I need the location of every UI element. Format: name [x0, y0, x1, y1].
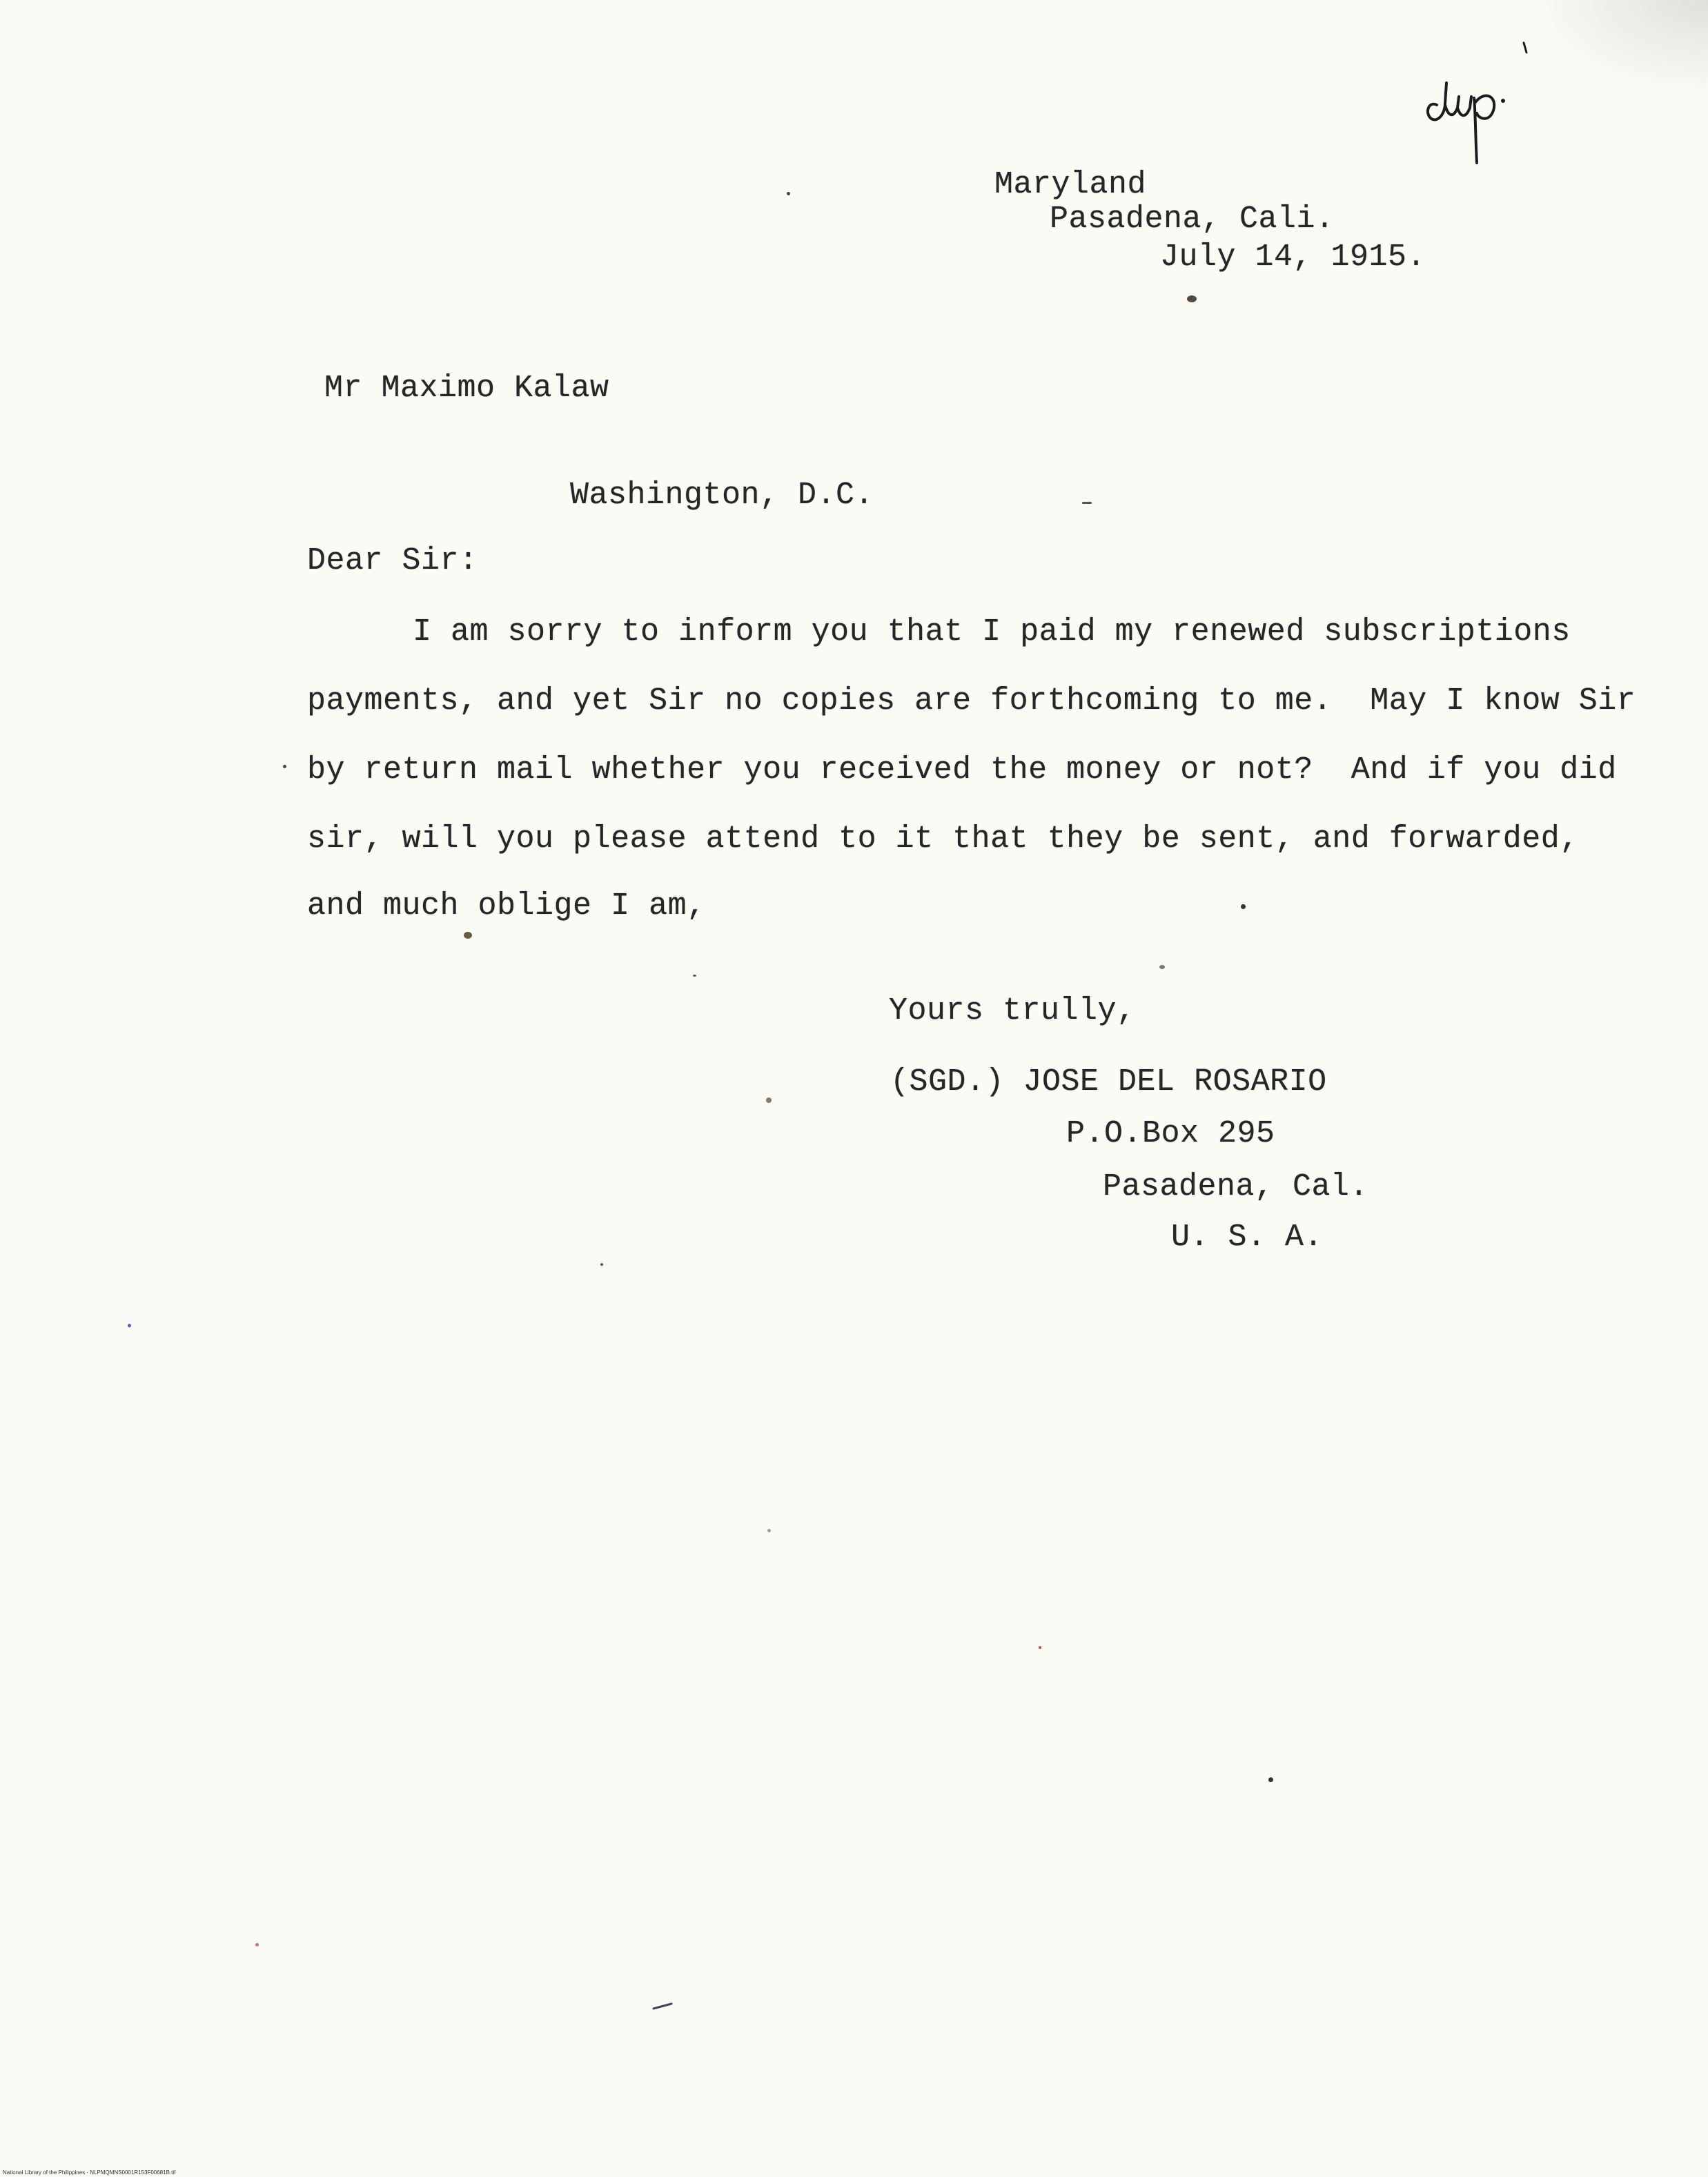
letter-date: July 14, 1915.	[1160, 240, 1426, 275]
paper-speck	[255, 1943, 259, 1946]
closing: Yours trully,	[889, 993, 1136, 1028]
body-line: payments, and yet Sir no copies are forthcoming to me. May I know Sir	[307, 683, 1636, 719]
scan-shadow	[1529, 0, 1708, 97]
recipient-name: Mr Maximo Kalaw	[324, 371, 609, 406]
paper-speck	[767, 1529, 771, 1532]
signature-po-box: P.O.Box 295	[1066, 1116, 1275, 1151]
recipient-city: Washington, D.C.	[570, 478, 874, 513]
paper-speck	[1268, 1777, 1273, 1782]
body-line: sir, will you please attend to it that they be sent, and forwarded,	[307, 821, 1579, 857]
paper-speck	[1241, 904, 1246, 909]
salutation: Dear Sir:	[307, 543, 478, 578]
signature-name: (SGD.) JOSE DEL ROSARIO	[890, 1064, 1327, 1100]
paper-speck	[1039, 1646, 1041, 1649]
paper-speck	[693, 975, 696, 977]
archive-footer: National Library of the Philippines · NLPMQMNS0001R153F00681B.tif	[3, 2169, 176, 2176]
body-line: by return mail whether you received the money or not? And if you did	[307, 752, 1617, 788]
header-location: Maryland	[994, 167, 1147, 202]
handwritten-dup-note	[1422, 41, 1546, 173]
signature-country: U. S. A.	[1171, 1220, 1324, 1255]
paper-speck	[1159, 965, 1165, 969]
paper-speck	[787, 192, 790, 195]
paper-speck	[766, 1097, 772, 1103]
header-city: Pasadena, Cali.	[1050, 202, 1335, 237]
paper-speck	[128, 1324, 131, 1327]
paper-speck	[464, 932, 472, 939]
signature-city: Pasadena, Cal.	[1103, 1169, 1369, 1204]
paper-speck	[1082, 502, 1092, 504]
body-line: I am sorry to inform you that I paid my renewed subscriptions	[413, 614, 1571, 650]
paper-speck	[652, 2002, 673, 2010]
body-line: and much oblige I am,	[307, 888, 706, 924]
paper-speck	[1187, 295, 1197, 302]
paper-speck	[283, 765, 286, 768]
paper-speck	[600, 1263, 603, 1266]
